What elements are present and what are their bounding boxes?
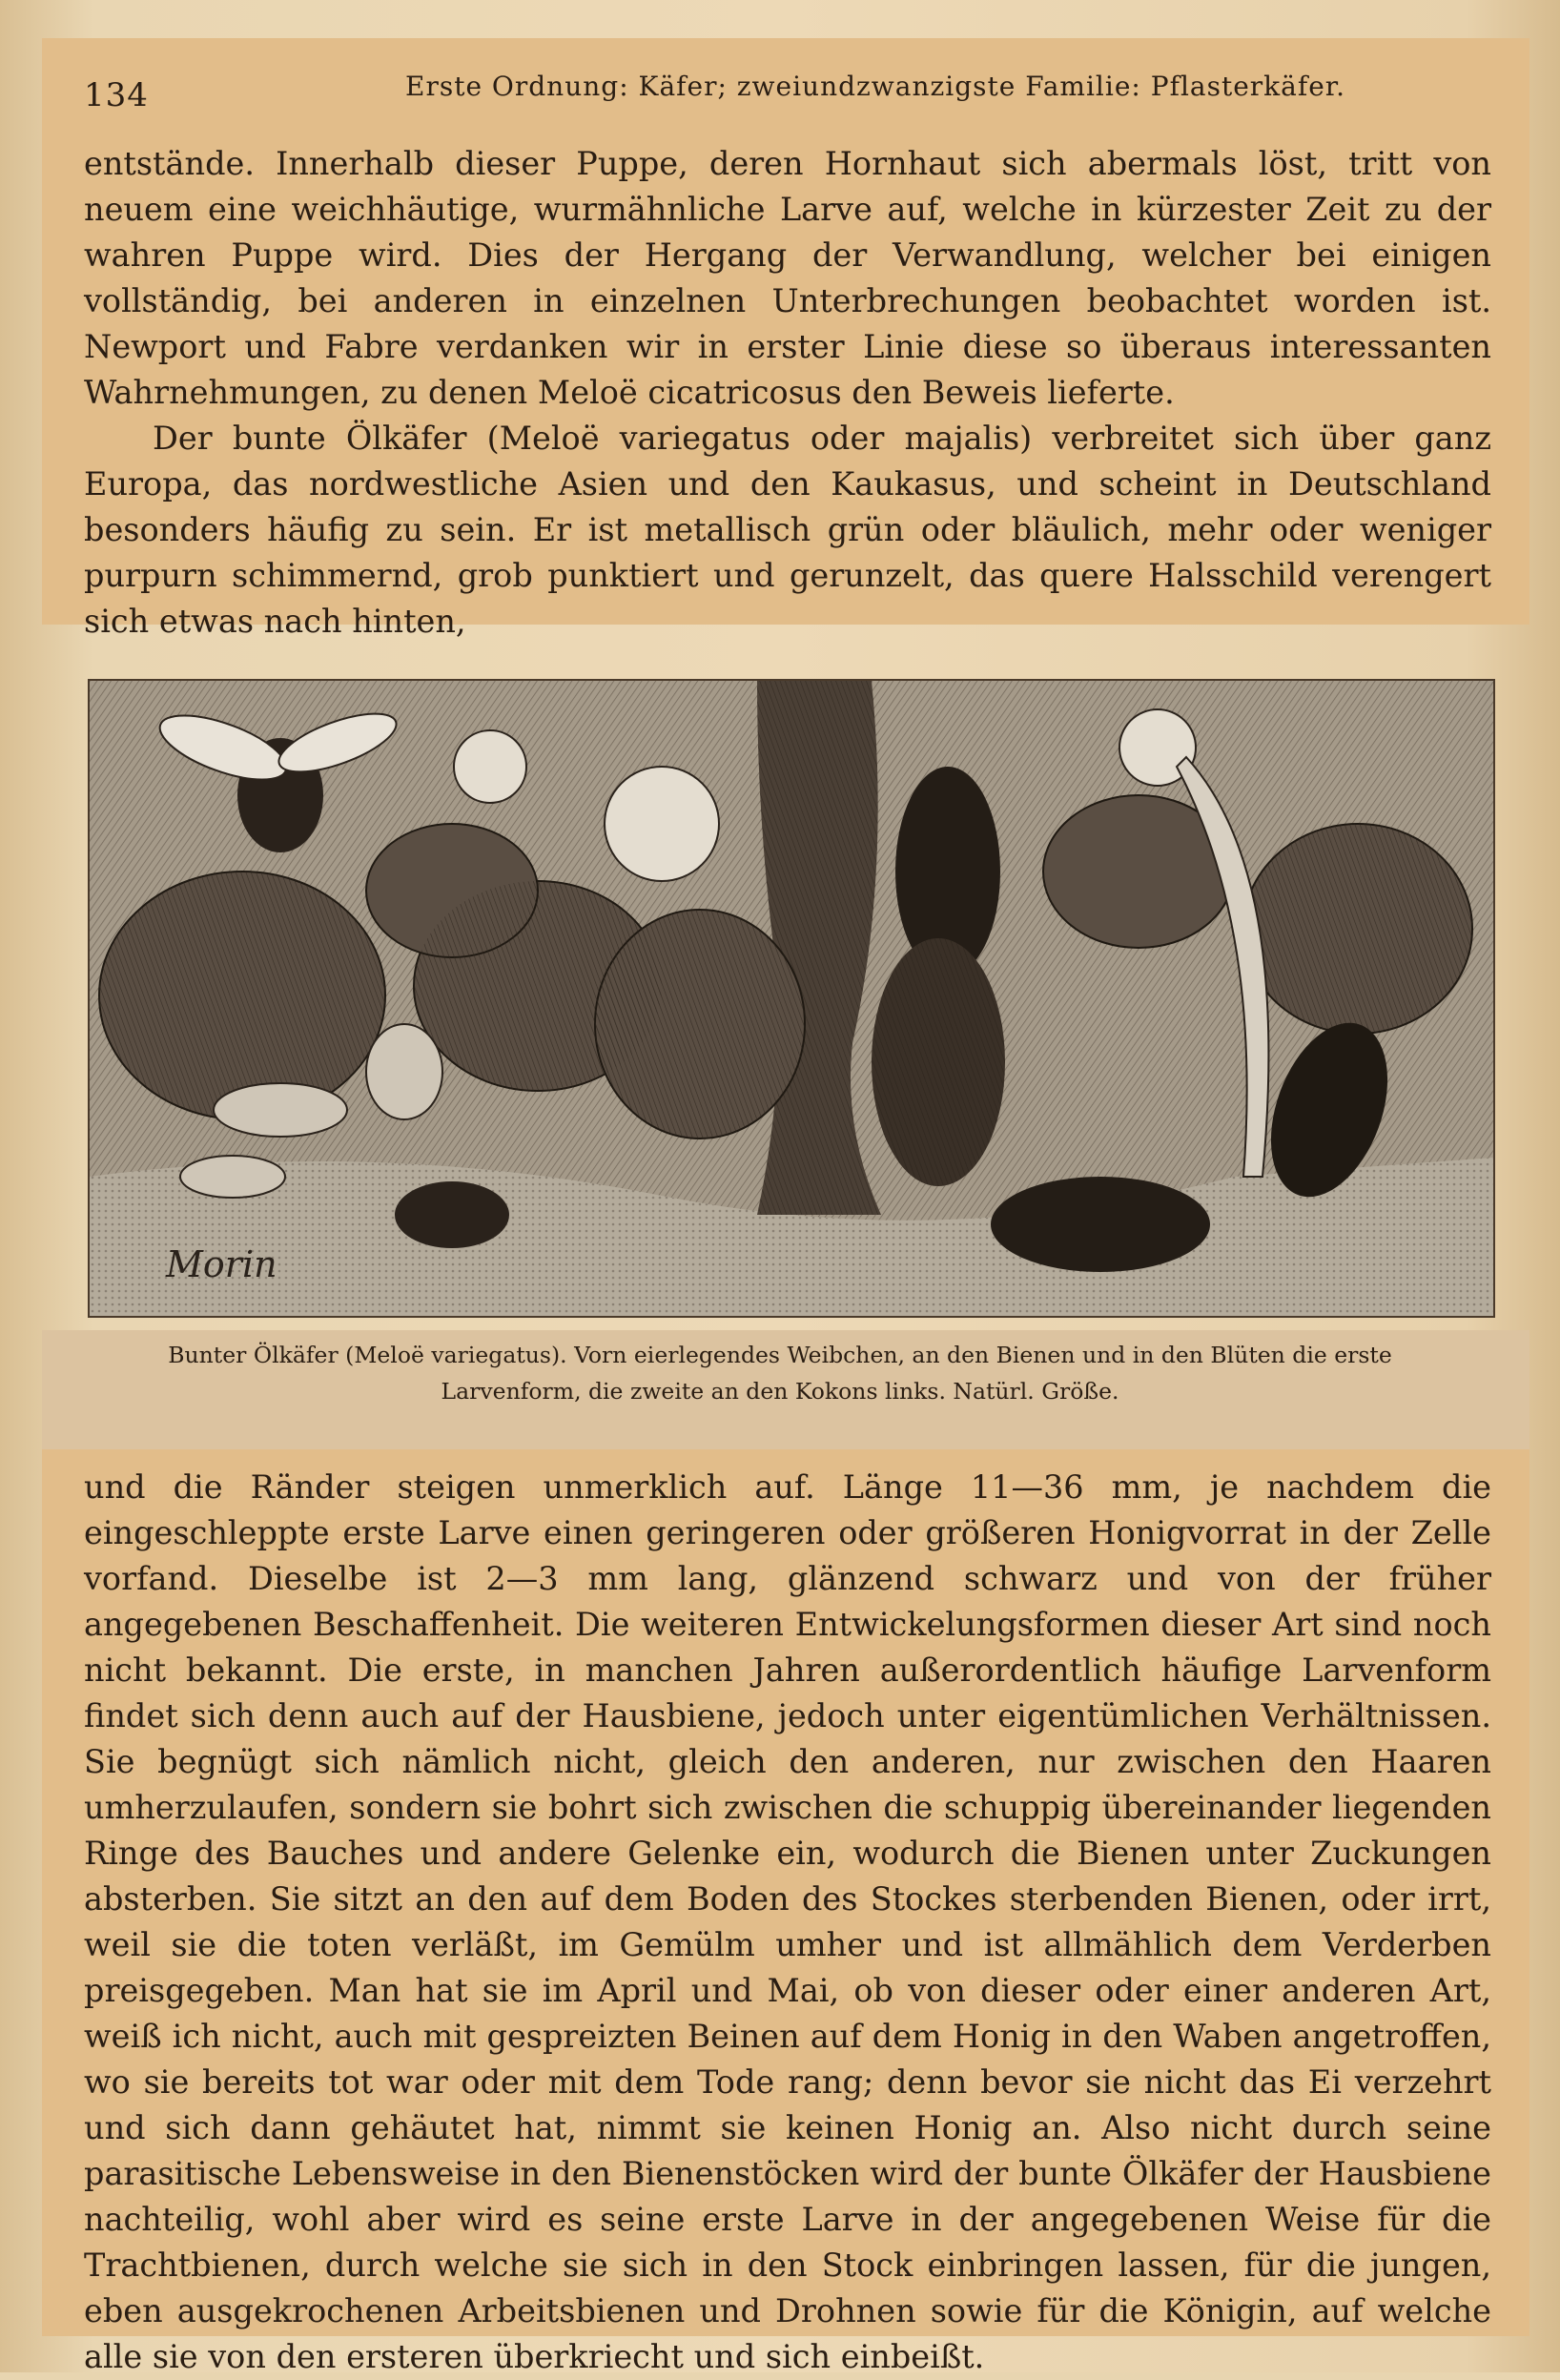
engraving (90, 681, 1493, 1316)
artist-signature: Morin (166, 1243, 277, 1285)
text-block-top (84, 141, 1491, 645)
illustration (88, 679, 1495, 1318)
figure-caption: Bunter Ölkäfer (Meloë variegatus). Vorn eierlegendes Weibchen, an den Bienen und in den Blüten die erste Larvenform, die zweite an den Kokons links. Natürl. Größe. (168, 1342, 1392, 1405)
running-head: Erste Ordnung: Käfer; zweiundzwanzigste Familie: Pflasterkäfer. (405, 71, 1345, 102)
paragraph: Der bunte Ölkäfer (Meloë variegatus oder majalis) verbreitet sich über ganz Europa, das nordwestliche Asien und den Kaukasus, und scheint in Deutschland besonders häufig zu sein. Er ist metallisch grün oder bläulich, mehr oder weniger purpurn schimmernd, grob punktiert und gerunzelt, das quere Halsschild verengert sich etwas nach hinten, (84, 420, 1491, 640)
fallen-bee (395, 1181, 509, 1248)
beetle-bottom (991, 1177, 1210, 1272)
page-header (84, 59, 1495, 116)
paragraph: und die Ränder steigen unmerklich auf. Länge 11—36 mm, je nachdem die eingeschleppte erste Larve einen geringeren oder größeren Honigvorrat in der Zelle vorfand. Dieselbe ist 2—3 mm lang, glänzend schwarz und von der früher angegebenen Beschaffenheit. Die weiteren Entwickelungsformen dieser Art sind noch nicht bekannt. Die erste, in manchen Jahren außerordentlich häufige Larvenform findet sich denn auch auf der Hausbiene, jedoch unter eigentümlichen Verhältnissen. Sie begnügt sich nämlich nicht, gleich den anderen, nur zwischen den Haaren umherzulaufen, sondern sie bohrt sich zwischen die schuppig übereinander liegenden Ringe des Bauches und andere Gelenke ein, wodurch die Bienen unter Zuckungen absterben. Sie sitzt an den auf dem Boden des Stockes sterbenden Bienen, oder irrt, weil sie die toten verläßt, im Gemülm umher und ist allmählich dem Verderben preisgegeben. Man hat sie im April und Mai, ob von dieser oder einer anderen Art, weiß ich nicht, auch mit gespreizten Beinen auf dem Honig in den Waben angetroffen, wo sie bereits tot war oder mit dem Tode rang; denn bevor sie nicht das Ei verzehrt und sich dann gehäutet hat, nimmt sie keinen Honig an. Also nicht durch seine parasitische Lebensweise in den Bienenstöcken wird der bunte Ölkäfer der Hausbiene nachteilig, wohl aber wird es seine erste Larve in der angegebenen Weise für die Trachtbienen, durch welche sie sich in den Stock einbringen lassen, für die jungen, eben ausgekrochenen Arbeitsbienen und Drohnen sowie für die Königin, auf welche alle sie von den ersteren überkriecht und sich einbeißt. (84, 1468, 1491, 2375)
page-number: 134 (84, 76, 149, 114)
text-block-bottom (84, 1465, 1491, 2380)
paragraph: entstände. Innerhalb dieser Puppe, deren Hornhaut sich abermals löst, tritt von neuem eine weichhäutige, wurmähnliche Larve auf, welche in kürzester Zeit zu der wahren Puppe wird. Dies der Hergang der Verwandlung, welcher bei einigen vollständig, bei anderen in einzelnen Unterbrechungen beobachtet worden ist. Newport und Fabre verdanken wir in erster Linie diese so überaus interessanten Wahrnehmungen, zu denen Meloë cicatricosus den Beweis lieferte. (84, 145, 1491, 411)
